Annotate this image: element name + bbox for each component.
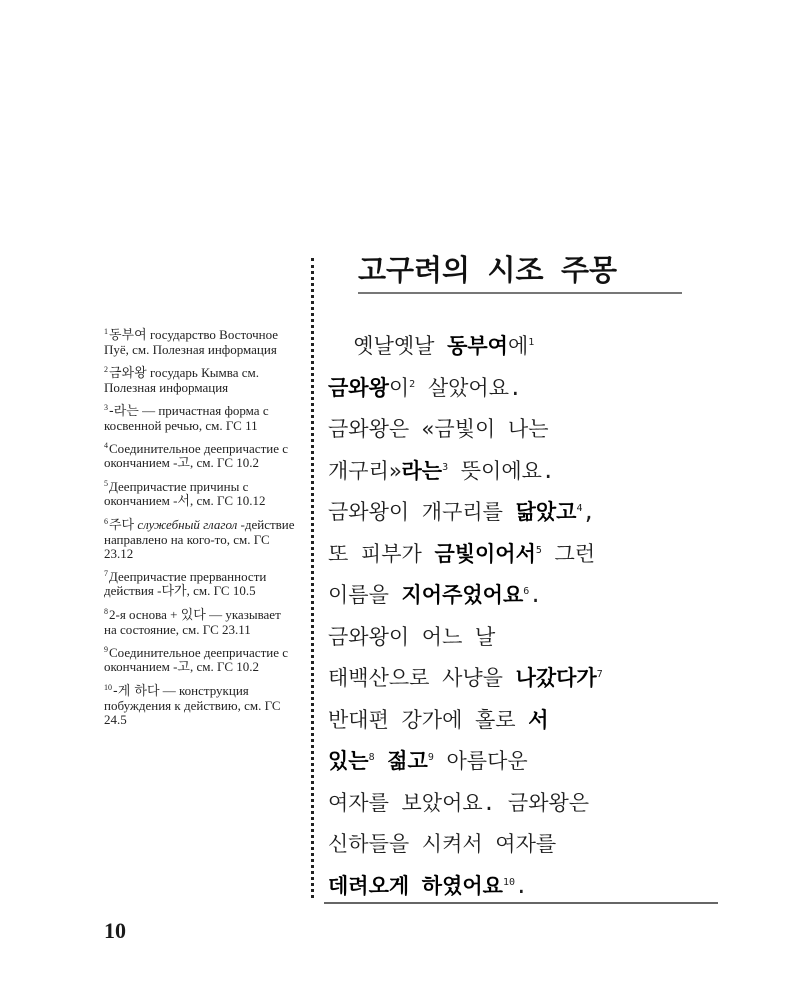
footnote-text: -라는 — [109, 404, 139, 419]
text-line — [328, 741, 738, 783]
text-segment: 아름다운 — [433, 749, 528, 773]
footnote-ref: 2 — [409, 378, 416, 390]
bold-word: 라는 — [401, 458, 443, 483]
text-segment: 또 피부가 — [328, 541, 435, 566]
bold-word: 금빛이어서 — [434, 541, 536, 566]
footnote-number: 1 — [104, 326, 108, 336]
footnote-6 — [104, 518, 296, 561]
footnote-text: , см. ГС 10.5 — [186, 583, 256, 598]
footnote-text: 고 — [177, 456, 190, 471]
footnote-ref: 6 — [523, 586, 530, 597]
bold-word: 젊고 — [387, 749, 428, 773]
bold-word: 금와왕 — [328, 375, 389, 400]
footnote-1 — [104, 328, 296, 357]
text-line — [328, 783, 738, 825]
footnote-number: 8 — [104, 606, 108, 616]
text-line — [328, 534, 738, 576]
footnote-text: Деепричастие прерванности действия - — [104, 569, 267, 598]
text-line — [328, 866, 738, 908]
footnote-ref: 7 — [596, 669, 603, 680]
text-segment: 여자를 보았어요. 금와왕은 — [328, 790, 590, 815]
footnote-ref: 1 — [528, 337, 535, 348]
footnote-text: — причастная форма с косвенной речью, см. ГС 11 — [104, 403, 269, 433]
text-segment: 에 — [507, 334, 529, 358]
footnote-text: -действие направлено на кого-то, см. ГС 23.12 — [104, 517, 295, 561]
footnote-number: 3 — [104, 402, 108, 412]
page-number: 10 — [104, 918, 126, 943]
footnote-text: 고 — [177, 660, 190, 675]
story-title: 고구려의 시조 주몽 — [358, 253, 618, 287]
footnote-number: 6 — [104, 516, 108, 526]
text-line — [328, 451, 738, 493]
text-segment: 옛날옛날 — [328, 334, 448, 358]
text-segment: 뜻이에요. — [448, 458, 555, 483]
footnote-text: Соединительное деепричастие с окончанием - — [104, 645, 288, 674]
footnote-text: служебный глагол — [137, 517, 238, 532]
text-line — [328, 824, 738, 866]
text-line — [328, 617, 738, 659]
footnote-ref: 4 — [576, 503, 583, 514]
footnote-number: 10 — [104, 682, 112, 692]
text-segment: 태백산으로 사냥을 — [328, 666, 516, 690]
text-segment: 신하들을 시켜서 여자를 — [328, 832, 557, 856]
footnote-2 — [104, 366, 296, 395]
footnote-8 — [104, 608, 296, 637]
text-line — [328, 575, 738, 617]
bold-word: 닮았고 — [515, 500, 577, 524]
text-line — [328, 326, 738, 368]
bold-word: 데려오게 하였어요 — [328, 873, 503, 898]
footnote-5 — [104, 480, 296, 509]
footnote-4 — [104, 442, 296, 471]
text-segment: 반대편 강가에 홀로 — [328, 707, 529, 732]
footnote-3 — [104, 404, 296, 433]
footnote-text: -게 하다 — [113, 684, 160, 699]
bottom-rule — [324, 902, 718, 904]
text-segment: 개구리» — [328, 458, 402, 483]
footnote-number: 5 — [104, 478, 108, 488]
footnote-7 — [104, 570, 296, 599]
text-segment — [375, 749, 388, 773]
text-segment: 금와왕은 «금빛이 나는 — [328, 417, 549, 441]
text-segment: 그런 — [541, 541, 596, 566]
footnote-text: , см. ГС 10.2 — [189, 455, 259, 470]
footnote-text: Деепричастие причины с окончанием - — [104, 479, 249, 508]
text-line — [328, 409, 738, 451]
dotted-divider — [311, 258, 314, 898]
footnote-number: 4 — [104, 440, 108, 450]
footnote-text: 주다 — [109, 518, 135, 533]
footnote-ref: 8 — [368, 752, 375, 763]
bold-word: 동부여 — [447, 334, 508, 358]
footnote-text: , см. ГС 10.12 — [189, 493, 266, 508]
bold-word: 지어주었어요 — [401, 583, 524, 607]
footnote-ref: 5 — [535, 544, 542, 556]
footnote-text: 2-я основа + — [109, 607, 181, 622]
text-segment: 살았어요. — [415, 375, 522, 400]
footnote-ref: 9 — [427, 752, 434, 763]
bold-word: 있는 — [328, 749, 369, 773]
footnote-number: 9 — [104, 644, 108, 654]
text-line — [328, 368, 738, 410]
text-segment: 이 — [388, 375, 410, 400]
bold-word: 나갔다가 — [515, 666, 597, 690]
footnote-9 — [104, 646, 296, 675]
text-segment: , — [582, 500, 596, 524]
footnote-text: 금와왕 — [109, 366, 147, 381]
footnote-text: 있다 — [180, 608, 206, 623]
text-line — [328, 658, 738, 700]
footnote-number: 7 — [104, 568, 108, 578]
story-text — [328, 326, 738, 907]
footnote-ref: 3 — [442, 461, 449, 473]
footnote-text: 서 — [177, 494, 190, 509]
footnote-text: государство Восточное Пуё, см. Полезная информация — [104, 327, 279, 357]
footnote-ref: 10 — [502, 876, 515, 888]
footnote-text: — указывает на состояние, см. ГС 23.11 — [104, 607, 281, 637]
footnote-text: государь Кымва см. Полезная информация — [104, 365, 259, 395]
footnote-text: 동부여 — [109, 328, 147, 343]
footnote-text: Соединительное деепричастие с окончанием - — [104, 441, 288, 470]
footnote-number: 2 — [104, 364, 108, 374]
footnotes-column — [104, 328, 296, 736]
text-segment: 이름을 — [328, 583, 402, 607]
bold-word: 서 — [528, 707, 549, 732]
footnote-text: , см. ГС 10.2 — [189, 659, 259, 674]
text-segment: . — [514, 873, 528, 898]
footnote-text: 다가 — [161, 584, 187, 599]
text-line — [328, 700, 738, 742]
text-segment: 금와왕이 개구리를 — [328, 500, 516, 524]
title-underline — [358, 292, 682, 294]
footnote-10 — [104, 684, 296, 727]
footnote-text: — конструкция побуждения к действию, см. ГС 24.5 — [104, 683, 281, 727]
text-segment: 금와왕이 어느 날 — [328, 624, 496, 649]
text-line — [328, 492, 738, 534]
text-segment: . — [529, 583, 542, 607]
